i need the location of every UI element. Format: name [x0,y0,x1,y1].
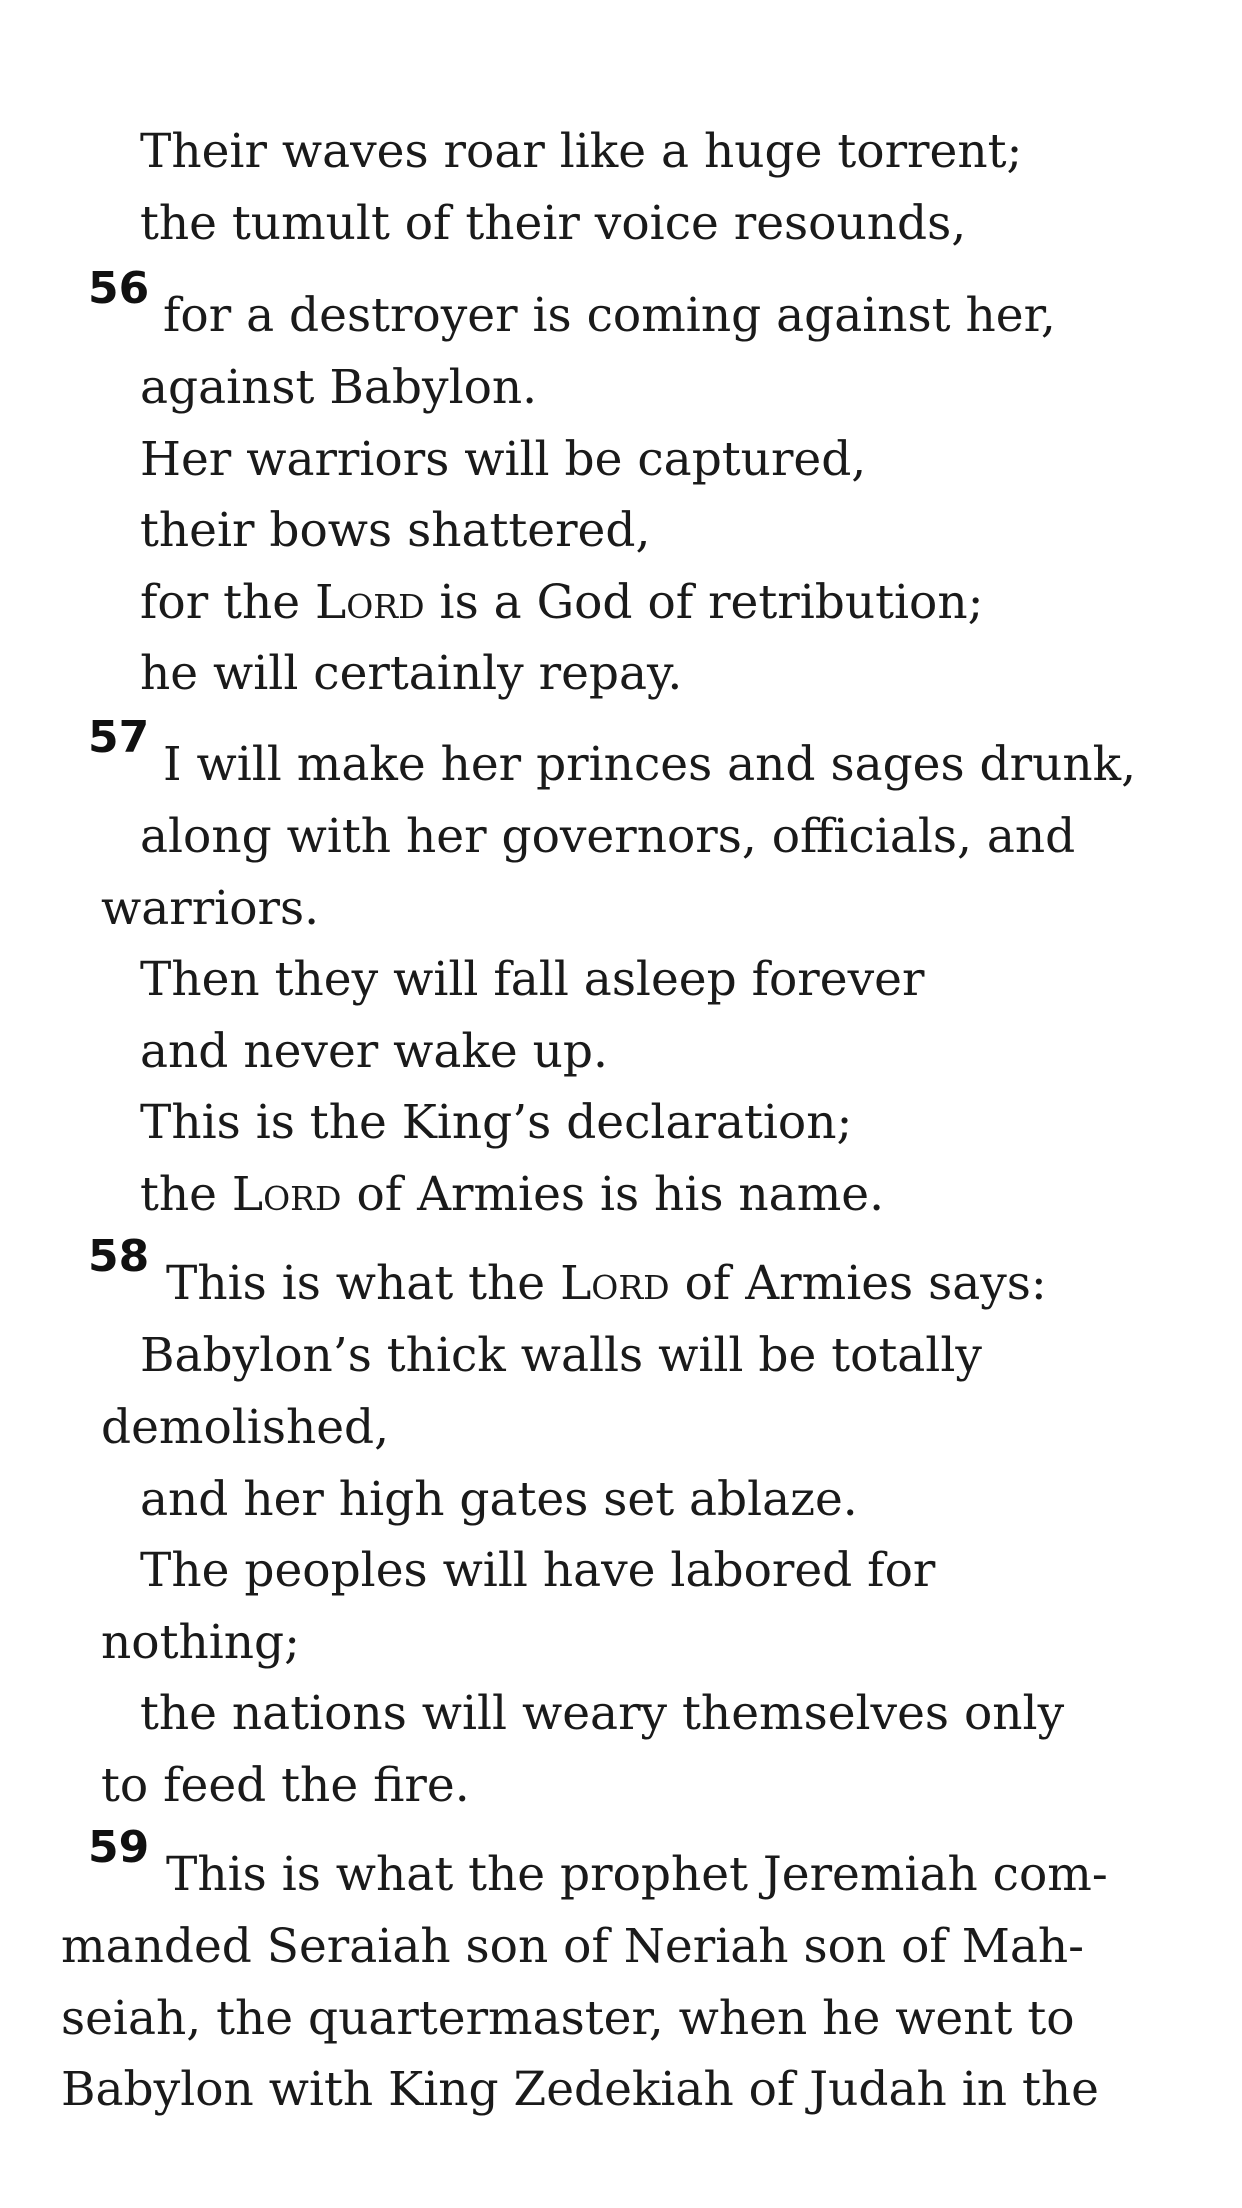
line-text: for the [140,575,316,630]
verse-number: 58 [88,1231,150,1282]
verse-line: and never wake up. [140,1024,608,1079]
verse-line: against Babylon. [140,360,538,415]
line-text: the [140,1167,232,1222]
verse-line [166,1256,1047,1311]
verse-line: seiah, the quartermaster, when he went to [61,1991,1075,2046]
verse-number: 59 [88,1822,150,1873]
divine-name: Lord [231,1167,342,1222]
verse-line: Babylon’s thick walls will be totally [140,1328,982,1383]
verse-line [140,575,984,630]
verse-line: to feed the fire. [101,1758,470,1813]
divine-name: Lord [560,1256,670,1311]
verse-line: nothing; [101,1615,300,1670]
verse-line: and her high gates set ablaze. [140,1472,858,1527]
verse-line: the nations will weary themselves only [140,1686,1065,1741]
verse-line: demolished, [101,1400,390,1455]
verse-line: their bows shattered, [140,503,651,558]
divine-name: Lord [315,575,425,630]
line-text: This is what the [166,1256,561,1311]
verse-line: This is what the prophet Jeremiah com- [166,1847,1108,1902]
verse-line: Her warriors will be captured, [140,432,867,487]
line-text: of Armies is his name. [341,1167,885,1222]
verse-number: 56 [88,263,150,314]
verse-line: for a destroyer is coming against her, [163,288,1056,343]
verse-line: he will certainly repay. [140,646,683,701]
verse-line [140,1167,885,1222]
verse-line: manded Seraiah son of Neriah son of Mah- [61,1919,1085,1974]
verse-line: Babylon with King Zedekiah of Judah in the [61,2062,1099,2117]
verse-line: Their waves roar like a huge torrent; [140,124,1023,179]
line-text: of Armies says: [669,1256,1047,1311]
verse-line: This is the King’s declaration; [140,1095,853,1150]
line-text: is a God of retribution; [424,575,984,630]
verse-line: warriors. [101,881,320,936]
verse-line: The peoples will have labored for [140,1543,936,1598]
verse-line: along with her governors, officials, and [140,809,1076,864]
verse-line: I will make her princes and sages drunk, [163,737,1137,792]
verse-line: Then they will fall asleep forever [140,952,925,1007]
verse-line: the tumult of their voice resounds, [140,196,967,251]
verse-number: 57 [88,712,150,763]
